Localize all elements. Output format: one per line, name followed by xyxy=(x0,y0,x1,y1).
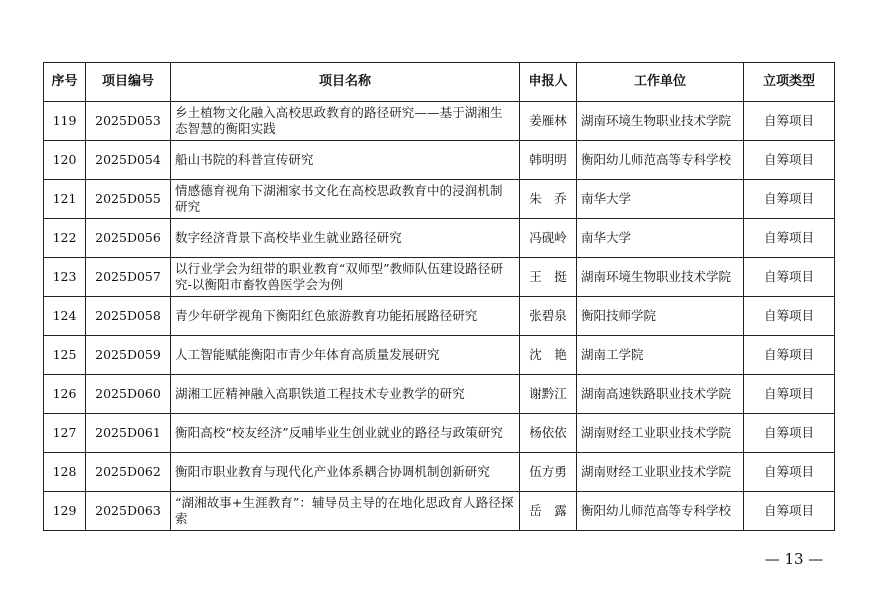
cell-project-name: 衡阳市职业教育与现代化产业体系耦合协调机制创新研究 xyxy=(171,453,520,492)
cell-applicant: 韩明明 xyxy=(520,141,577,180)
table-row xyxy=(44,102,835,141)
cell-work-unit: 湖南环境生物职业技术学院 xyxy=(577,102,744,141)
cell-project-code: 2025D062 xyxy=(86,453,171,492)
cell-applicant: 姜雁林 xyxy=(520,102,577,141)
cell-work-unit: 衡阳幼儿师范高等专科学校 xyxy=(577,492,744,531)
cell-project-name: 乡土植物文化融入高校思政教育的路径研究——基于湖湘生态智慧的衡阳实践 xyxy=(171,102,520,141)
cell-project-name: 青少年研学视角下衡阳红色旅游教育功能拓展路径研究 xyxy=(171,297,520,336)
cell-project-code: 2025D063 xyxy=(86,492,171,531)
cell-serial: 127 xyxy=(44,414,86,453)
cell-serial: 126 xyxy=(44,375,86,414)
project-table xyxy=(43,62,835,531)
cell-serial: 124 xyxy=(44,297,86,336)
cell-project-type: 自筹项目 xyxy=(744,141,835,180)
cell-work-unit: 湖南环境生物职业技术学院 xyxy=(577,258,744,297)
cell-serial: 121 xyxy=(44,180,86,219)
cell-project-code: 2025D057 xyxy=(86,258,171,297)
cell-work-unit: 衡阳幼儿师范高等专科学校 xyxy=(577,141,744,180)
cell-project-type: 自筹项目 xyxy=(744,180,835,219)
cell-project-name: 船山书院的科普宣传研究 xyxy=(171,141,520,180)
table-row xyxy=(44,258,835,297)
cell-serial: 125 xyxy=(44,336,86,375)
cell-applicant: 朱 乔 xyxy=(520,180,577,219)
header-project-type: 立项类型 xyxy=(744,63,835,102)
table-row xyxy=(44,297,835,336)
cell-applicant: 张碧泉 xyxy=(520,297,577,336)
cell-project-code: 2025D060 xyxy=(86,375,171,414)
cell-project-code: 2025D054 xyxy=(86,141,171,180)
cell-work-unit: 衡阳技师学院 xyxy=(577,297,744,336)
cell-applicant: 谢黔江 xyxy=(520,375,577,414)
cell-project-type: 自筹项目 xyxy=(744,336,835,375)
table-row xyxy=(44,375,835,414)
cell-project-code: 2025D061 xyxy=(86,414,171,453)
cell-project-name: “湖湘故事+生涯教育”：辅导员主导的在地化思政育人路径探索 xyxy=(171,492,520,531)
header-project-code: 项目编号 xyxy=(86,63,171,102)
cell-applicant: 冯砚岭 xyxy=(520,219,577,258)
cell-serial: 123 xyxy=(44,258,86,297)
cell-project-name: 数字经济背景下高校毕业生就业路径研究 xyxy=(171,219,520,258)
cell-applicant: 沈 艳 xyxy=(520,336,577,375)
table-row xyxy=(44,414,835,453)
cell-work-unit: 南华大学 xyxy=(577,180,744,219)
cell-project-name: 湖湘工匠精神融入高职铁道工程技术专业教学的研究 xyxy=(171,375,520,414)
cell-project-code: 2025D059 xyxy=(86,336,171,375)
cell-project-type: 自筹项目 xyxy=(744,297,835,336)
cell-project-type: 自筹项目 xyxy=(744,453,835,492)
table-row xyxy=(44,219,835,258)
cell-applicant: 王 挺 xyxy=(520,258,577,297)
cell-serial: 128 xyxy=(44,453,86,492)
header-project-name: 项目名称 xyxy=(171,63,520,102)
cell-project-name: 以行业学会为纽带的职业教育“双师型”教师队伍建设路径研究-以衡阳市畜牧兽医学会为例 xyxy=(171,258,520,297)
page-number: — 13 — xyxy=(764,550,824,568)
cell-applicant: 岳 露 xyxy=(520,492,577,531)
cell-project-type: 自筹项目 xyxy=(744,375,835,414)
cell-project-code: 2025D053 xyxy=(86,102,171,141)
cell-project-type: 自筹项目 xyxy=(744,102,835,141)
cell-work-unit: 湖南高速铁路职业技术学院 xyxy=(577,375,744,414)
cell-project-name: 人工智能赋能衡阳市青少年体育高质量发展研究 xyxy=(171,336,520,375)
cell-applicant: 伍方勇 xyxy=(520,453,577,492)
header-serial: 序号 xyxy=(44,63,86,102)
cell-project-type: 自筹项目 xyxy=(744,414,835,453)
cell-applicant: 杨依依 xyxy=(520,414,577,453)
cell-work-unit: 湖南工学院 xyxy=(577,336,744,375)
cell-project-type: 自筹项目 xyxy=(744,219,835,258)
cell-serial: 122 xyxy=(44,219,86,258)
cell-project-name: 衡阳高校“校友经济”反哺毕业生创业就业的路径与政策研究 xyxy=(171,414,520,453)
cell-project-code: 2025D056 xyxy=(86,219,171,258)
cell-serial: 119 xyxy=(44,102,86,141)
table-row xyxy=(44,336,835,375)
header-applicant: 申报人 xyxy=(520,63,577,102)
cell-project-name: 情感德育视角下湖湘家书文化在高校思政教育中的浸润机制研究 xyxy=(171,180,520,219)
cell-project-type: 自筹项目 xyxy=(744,258,835,297)
table-row xyxy=(44,141,835,180)
cell-serial: 120 xyxy=(44,141,86,180)
cell-serial: 129 xyxy=(44,492,86,531)
cell-project-type: 自筹项目 xyxy=(744,492,835,531)
cell-work-unit: 湖南财经工业职业技术学院 xyxy=(577,414,744,453)
table-row xyxy=(44,492,835,531)
header-work-unit: 工作单位 xyxy=(577,63,744,102)
table-header-row xyxy=(44,63,835,102)
cell-work-unit: 湖南财经工业职业技术学院 xyxy=(577,453,744,492)
cell-work-unit: 南华大学 xyxy=(577,219,744,258)
table-row xyxy=(44,180,835,219)
cell-project-code: 2025D058 xyxy=(86,297,171,336)
table-row xyxy=(44,453,835,492)
cell-project-code: 2025D055 xyxy=(86,180,171,219)
